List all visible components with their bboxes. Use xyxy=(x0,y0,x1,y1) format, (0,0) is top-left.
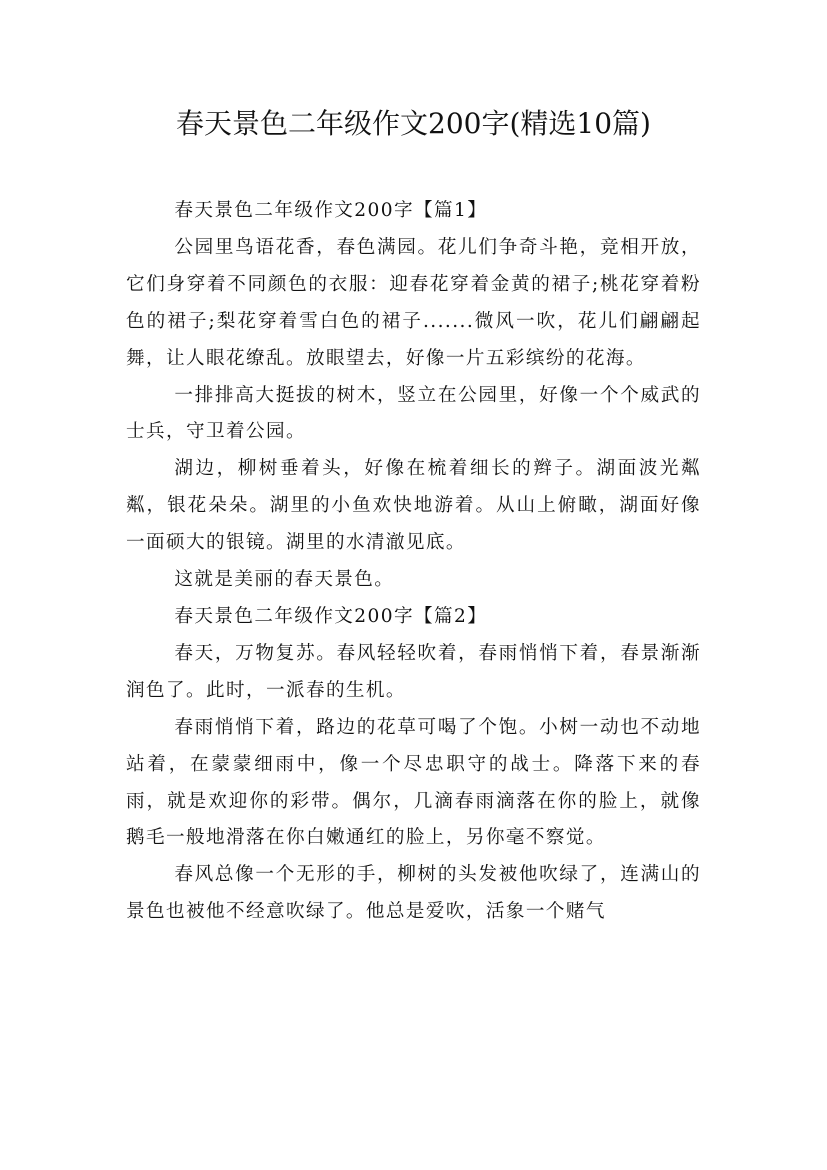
paragraph: 一排排高大挺拔的树木，竖立在公园里，好像一个个威武的士兵，守卫着公园。 xyxy=(126,384,701,443)
section-heading-1: 春天景色二年级作文200字【篇1】 xyxy=(174,200,488,221)
paragraph: 春雨悄悄下着，路边的花草可喝了个饱。小树一动也不动地站着，在蒙蒙细雨中，像一个尽忠职守的战士。降落下来的春雨，就是欢迎你的彩带。偶尔，几滴春雨滴落在你的脸上，就像鹅毛一般地滑落在你白嫩通红的脸上，另你毫不察觉。 xyxy=(126,716,701,849)
document-body xyxy=(126,193,701,931)
paragraph: 公园里鸟语花香，春色满园。花儿们争奇斗艳，竞相开放，它们身穿着不同颜色的衣服：迎春花穿着金黄的裙子;桃花穿着粉色的裙子;梨花穿着雪白色的裙子.......微风一吹，花儿们翩翩起舞，让人眼花缭乱。放眼望去，好像一片五彩缤纷的花海。 xyxy=(126,236,701,369)
document-title: 春天景色二年级作文200字(精选10篇) xyxy=(176,107,651,140)
section-heading-2: 春天景色二年级作文200字【篇2】 xyxy=(174,605,488,627)
paragraph: 春天，万物复苏。春风轻轻吹着，春雨悄悄下着，春景渐渐润色了。此时，一派春的生机。 xyxy=(126,642,701,701)
paragraph: 这就是美丽的春天景色。 xyxy=(174,569,395,591)
paragraph: 春风总像一个无形的手，柳树的头发被他吹绿了，连满山的景色也被他不经意吹绿了。他总是爱吹，活象一个赌气 xyxy=(126,864,701,923)
paragraph: 湖边，柳树垂着头，好像在梳着细长的辫子。湖面波光粼粼，银花朵朵。湖里的小鱼欢快地游着。从山上俯瞰，湖面好像一面硕大的银镜。湖里的水清澈见底。 xyxy=(126,458,701,554)
